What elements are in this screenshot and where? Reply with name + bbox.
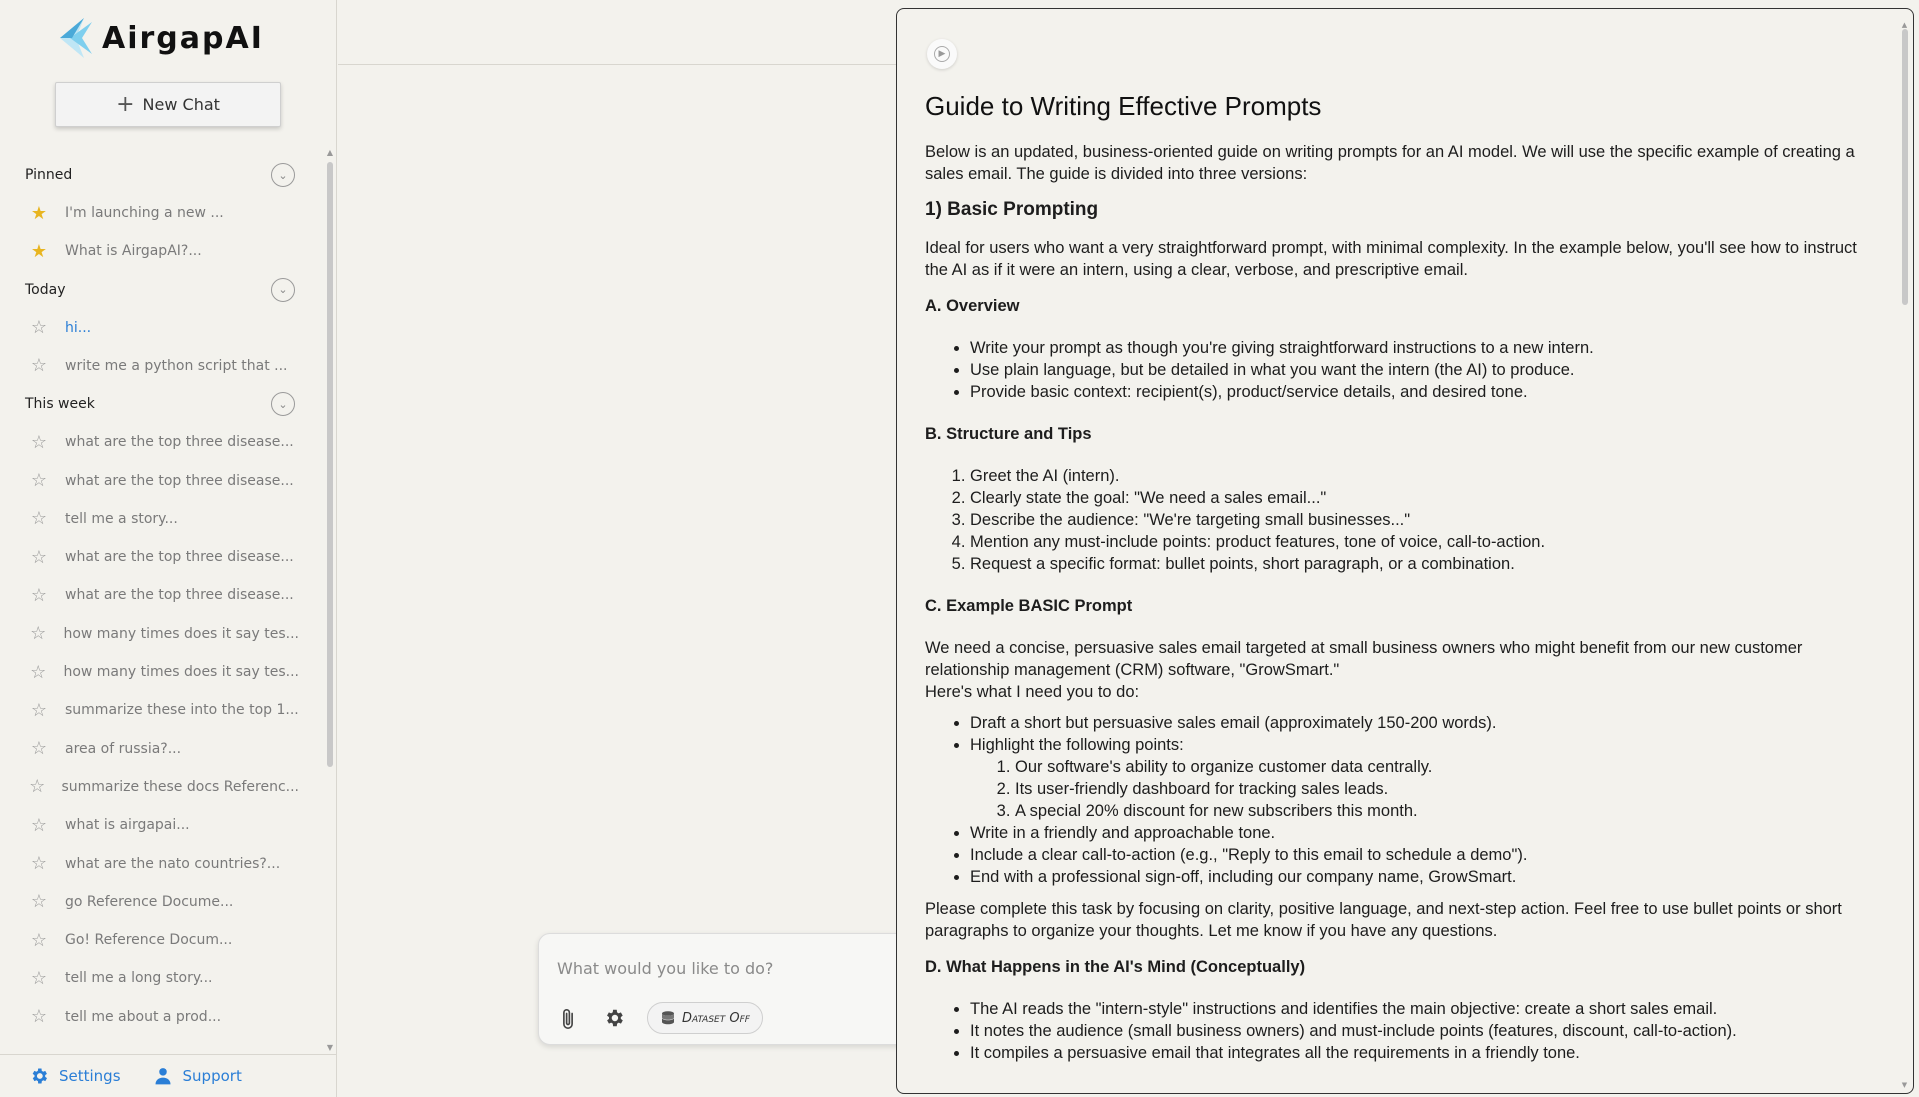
chat-item-label: tell me a long story... <box>65 970 213 987</box>
sidebar-footer <box>0 1054 337 1097</box>
overview-title: A. Overview <box>925 297 1020 315</box>
settings-label: Settings <box>59 1067 121 1085</box>
support-link[interactable] <box>153 1066 242 1086</box>
chat-history-item[interactable] <box>29 734 299 764</box>
scroll-up-arrow-icon[interactable]: ▲ <box>1901 21 1908 29</box>
section-basic-intro: Ideal for users who want a very straightforward prompt, with minimal complexity. In the example below, you'll see how to instruct the AI as if it were an intern, using a clear, verbose, and prescriptive email. <box>925 239 1857 279</box>
structure-list <box>970 465 1875 575</box>
settings-button[interactable] <box>603 1007 625 1029</box>
example-title: C. Example BASIC Prompt <box>925 597 1133 615</box>
chevron-down-icon[interactable]: ⌄ <box>271 392 295 416</box>
guide-panel <box>896 8 1914 1094</box>
list-item: • It notes the audience (small business owners) and must-include points (features, discount, call-to-action). <box>970 1020 1875 1042</box>
chat-history-item[interactable] <box>29 236 299 266</box>
star-outline-icon[interactable]: ☆ <box>30 317 48 339</box>
chat-history-item[interactable] <box>29 772 299 802</box>
chat-history[interactable] <box>0 160 322 1050</box>
list-item: • Provide basic context: recipient(s), product/service details, and desired tone. <box>970 381 1875 403</box>
guide-intro: Below is an updated, business-oriented guide on writing prompts for an AI model. We will use the specific example of creating a sales email. The guide is divided into three versions: <box>925 143 1855 183</box>
chat-item-label: what is airgapai... <box>65 817 190 834</box>
attach-button[interactable] <box>557 1007 579 1031</box>
chat-item-label: what are the top three disease... <box>65 587 294 604</box>
chevron-down-icon[interactable]: ⌄ <box>271 278 295 302</box>
list-item: • Write in a friendly and approachable tone. <box>970 822 1875 844</box>
star-outline-icon[interactable]: ☆ <box>30 546 48 568</box>
star-outline-icon[interactable]: ☆ <box>30 967 48 989</box>
list-item <box>970 734 1875 822</box>
sidebar-scroll-thumb[interactable] <box>327 162 333 767</box>
user-icon <box>153 1066 173 1086</box>
support-label: Support <box>182 1067 242 1085</box>
chat-history-item[interactable] <box>29 427 299 457</box>
chat-item-label: summarize these into the top 1... <box>65 702 299 719</box>
chat-item-label: hi... <box>65 319 92 336</box>
example-closing: Please complete this task by focusing on clarity, positive language, and next-step action. Feel free to use bullet points or short paragraphs to organize your thoughts. Let me know if you have any questions. <box>925 900 1842 940</box>
chat-item-label: what are the top three disease... <box>65 434 294 451</box>
star-filled-icon[interactable]: ★ <box>30 240 48 262</box>
list-item: 1. Our software's ability to organize customer data centrally. <box>1015 756 1875 778</box>
section-title: Pinned <box>25 167 73 183</box>
chat-item-label: tell me about a prod... <box>65 1008 222 1025</box>
main-header-divider <box>338 64 898 65</box>
sidebar-scrollbar[interactable] <box>325 148 335 1053</box>
chat-item-label: what are the top three disease... <box>65 472 294 489</box>
scroll-down-arrow-icon[interactable]: ▼ <box>326 1043 334 1052</box>
chevron-right-icon: ▶ <box>934 46 950 62</box>
chat-item-label: how many times does it say tes... <box>63 625 299 642</box>
list-item: 2. Its user-friendly dashboard for tracking sales leads. <box>1015 778 1875 800</box>
chat-history-item[interactable] <box>29 466 299 496</box>
star-outline-icon[interactable]: ☆ <box>30 853 48 874</box>
panel-scroll-thumb[interactable] <box>1902 29 1908 305</box>
list-item: 4. Mention any must-include points: product features, tone of voice, call-to-action. <box>970 531 1875 553</box>
section-header <box>25 160 295 190</box>
paperclip-icon <box>557 1007 579 1031</box>
highlight-sublist <box>1015 756 1875 822</box>
new-chat-button[interactable] <box>55 82 281 127</box>
chat-history-item[interactable] <box>29 580 299 610</box>
chat-history-item[interactable] <box>29 198 299 228</box>
list-item: 3. A special 20% discount for new subscribers this month. <box>1015 800 1875 822</box>
list-item: • Draft a short but persuasive sales email (approximately 150-200 words). <box>970 712 1875 734</box>
section-title: This week <box>25 396 95 413</box>
chat-item-label: What is AirgapAI?... <box>65 243 202 260</box>
chevron-down-icon[interactable]: ⌄ <box>271 163 295 187</box>
airgap-logo-icon <box>54 14 96 62</box>
plus-icon: + <box>116 91 135 117</box>
star-filled-icon[interactable]: ★ <box>30 202 48 224</box>
list-item: 2. Clearly state the goal: "We need a sales email..." <box>970 487 1875 509</box>
guide-title: Guide to Writing Effective Prompts <box>925 91 1322 121</box>
scroll-down-arrow-icon[interactable]: ▼ <box>1901 1081 1908 1089</box>
star-outline-icon[interactable]: ☆ <box>30 584 48 606</box>
star-outline-icon[interactable]: ☆ <box>30 470 48 491</box>
list-item: • Write your prompt as though you're giving straightforward instructions to a new intern. <box>970 337 1875 359</box>
example-paragraph-2: Here's what I need you to do: <box>925 683 1140 701</box>
list-item: • It compiles a persuasive email that integrates all the requirements in a friendly tone. <box>970 1042 1875 1064</box>
prompt-input[interactable] <box>557 954 897 982</box>
list-item: • Include a clear call-to-action (e.g., "Reply to this email to schedule a demo"). <box>970 844 1875 866</box>
dataset-toggle-button[interactable] <box>647 1002 763 1034</box>
star-outline-icon[interactable]: ☆ <box>30 891 48 913</box>
chat-history-item[interactable] <box>29 542 299 572</box>
list-item: • The AI reads the "intern-style" instructions and identifies the main objective: create a short sales email. <box>970 998 1875 1020</box>
chat-item-label: go Reference Docume... <box>65 893 234 910</box>
scroll-up-arrow-icon[interactable]: ▲ <box>326 148 334 157</box>
star-outline-icon[interactable]: ☆ <box>30 508 48 530</box>
list-item: 3. Describe the audience: "We're targeting small businesses..." <box>970 509 1875 531</box>
section-basic-title: 1) Basic Prompting <box>925 199 1099 220</box>
chat-history-item[interactable] <box>29 695 299 725</box>
list-item: • Use plain language, but be detailed in what you want the intern (the AI) to produce. <box>970 359 1875 381</box>
dataset-label: Dataset Off <box>682 1010 750 1026</box>
example-list <box>970 712 1875 888</box>
list-item: 5. Request a specific format: bullet points, short paragraph, or a combination. <box>970 553 1875 575</box>
star-outline-icon[interactable]: ☆ <box>30 738 48 760</box>
panel-scrollbar[interactable] <box>1900 21 1909 1089</box>
section-header <box>25 389 295 419</box>
star-outline-icon[interactable]: ☆ <box>30 929 48 951</box>
star-outline-icon[interactable]: ☆ <box>30 699 48 721</box>
mind-list <box>970 998 1875 1064</box>
star-outline-icon[interactable]: ☆ <box>30 623 47 645</box>
chat-history-item[interactable] <box>29 810 299 840</box>
chat-history-item[interactable] <box>29 351 299 381</box>
chat-item-label: I'm launching a new ... <box>65 205 224 221</box>
list-item-label: Highlight the following points: <box>970 736 1184 754</box>
gear-icon <box>603 1007 625 1029</box>
structure-title: B. Structure and Tips <box>925 425 1092 443</box>
chat-history-item[interactable] <box>29 849 299 879</box>
chat-item-label: Go! Reference Docum... <box>65 932 233 949</box>
chat-item-label: what are the top three disease... <box>65 549 294 566</box>
list-item: • End with a professional sign-off, including our company name, GrowSmart. <box>970 866 1875 888</box>
example-paragraph: We need a concise, persuasive sales email targeted at small business owners who might benefit from our new customer relationship management (CRM) software, "GrowSmart." <box>925 639 1803 679</box>
chat-history-item[interactable] <box>29 887 299 917</box>
chat-history-item[interactable] <box>29 313 299 343</box>
star-outline-icon[interactable]: ☆ <box>30 431 48 453</box>
logo-text: AirgapAI <box>102 20 264 56</box>
logo[interactable] <box>54 14 264 62</box>
chat-item-label: what are the nato countries?... <box>65 855 281 872</box>
chat-history-item[interactable] <box>29 963 299 993</box>
chat-item-label: tell me a story... <box>65 510 178 527</box>
chat-item-label: area of russia?... <box>65 740 182 757</box>
guide-content <box>925 91 1875 1084</box>
star-outline-icon[interactable]: ☆ <box>30 661 47 683</box>
star-outline-icon[interactable]: ☆ <box>30 355 48 377</box>
new-chat-label: New Chat <box>142 95 220 114</box>
chat-history-item[interactable] <box>29 925 299 955</box>
list-item: 1. Greet the AI (intern). <box>970 465 1875 487</box>
gear-icon <box>29 1066 49 1086</box>
chat-item-label: summarize these docs Referenc... <box>61 778 299 795</box>
chat-history-item[interactable] <box>29 657 299 687</box>
star-outline-icon[interactable]: ☆ <box>30 1006 48 1028</box>
chat-history-item[interactable] <box>29 504 299 534</box>
database-icon <box>660 1010 676 1026</box>
star-outline-icon[interactable]: ☆ <box>29 776 46 798</box>
section-header <box>25 275 295 305</box>
chat-composer <box>538 933 918 1045</box>
mind-title: D. What Happens in the AI's Mind (Conceptually) <box>925 958 1306 976</box>
star-outline-icon[interactable]: ☆ <box>30 814 48 836</box>
settings-link[interactable] <box>29 1066 121 1086</box>
chat-history-item[interactable] <box>29 619 299 649</box>
overview-list <box>970 337 1875 403</box>
chat-item-label: how many times does it say tes... <box>63 664 299 680</box>
chat-item-label: write me a python script that ... <box>65 357 288 374</box>
chat-history-item[interactable] <box>29 1002 299 1032</box>
collapse-panel-button[interactable] <box>927 39 957 69</box>
sidebar <box>0 0 337 1097</box>
section-title: Today <box>25 281 66 298</box>
